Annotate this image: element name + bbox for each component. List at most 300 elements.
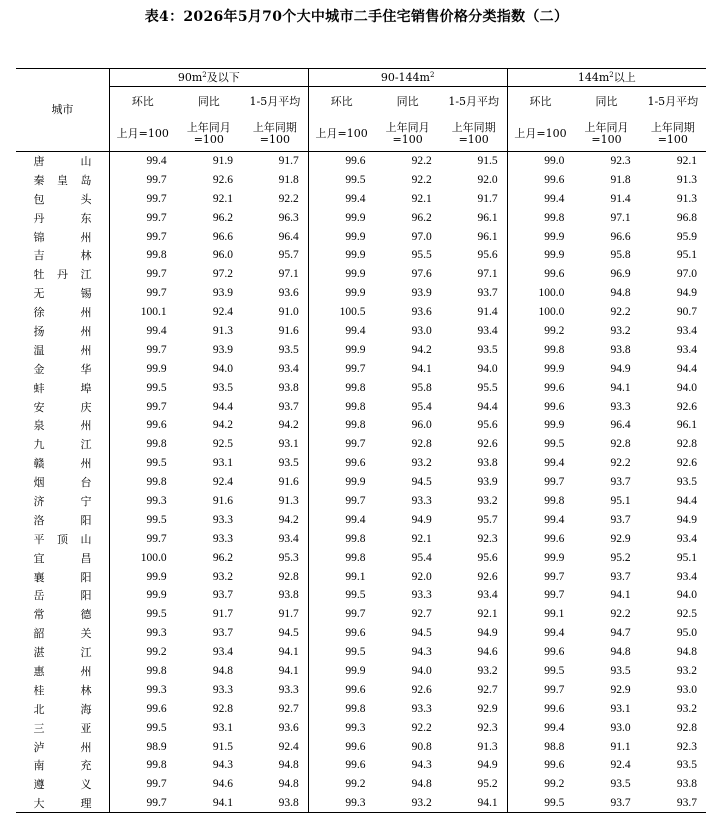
index-value-cell: 99.7 bbox=[146, 400, 167, 413]
index-value-cell: 99.6 bbox=[544, 400, 565, 413]
index-value-cell: 99.2 bbox=[345, 778, 366, 791]
index-value-cell: 93.4 bbox=[242, 529, 308, 548]
index-value-cell: 95.0 bbox=[676, 627, 697, 640]
index-value-cell: 91.7 bbox=[242, 605, 308, 624]
index-value-cell: 93.5 bbox=[212, 381, 233, 394]
city-name-cell bbox=[16, 473, 109, 492]
index-value-cell: 93.1 bbox=[212, 721, 233, 734]
base-header-yoy: 上年同月=100 bbox=[573, 117, 639, 152]
index-value-cell: 93.8 bbox=[242, 794, 308, 813]
index-value-cell: 94.6 bbox=[441, 643, 507, 662]
index-value-cell: 94.0 bbox=[441, 359, 507, 378]
index-value-cell: 96.8 bbox=[676, 211, 697, 224]
index-value-cell: 92.2 bbox=[610, 457, 631, 470]
city-name-cell bbox=[16, 624, 109, 643]
index-value-cell: 94.5 bbox=[411, 627, 432, 640]
index-value-cell: 99.9 bbox=[345, 287, 366, 300]
base-header-avg: 上年同期=100 bbox=[242, 117, 308, 152]
index-value-cell: 99.8 bbox=[345, 702, 366, 715]
table-row bbox=[16, 680, 706, 699]
index-value-cell: 93.3 bbox=[212, 532, 233, 545]
index-value-cell: 91.4 bbox=[610, 192, 631, 205]
index-value-cell: 99.9 bbox=[544, 230, 565, 243]
index-value-cell: 95.4 bbox=[411, 400, 432, 413]
city-name: 扬 州 bbox=[33, 324, 92, 338]
index-value-cell: 94.7 bbox=[610, 627, 631, 640]
base-header-yoy: 上年同月=100 bbox=[375, 117, 441, 152]
base-header-mom: 上月=100 bbox=[507, 117, 573, 152]
table-row bbox=[16, 510, 706, 529]
city-name: 牡 丹 江 bbox=[33, 268, 92, 282]
index-value-cell: 99.7 bbox=[544, 589, 565, 602]
table-row bbox=[16, 152, 706, 171]
index-value-cell: 99.1 bbox=[345, 570, 366, 583]
index-value-cell: 93.4 bbox=[242, 359, 308, 378]
index-value-cell: 96.6 bbox=[610, 230, 631, 243]
index-value-cell: 92.2 bbox=[242, 189, 308, 208]
index-value-cell: 99.7 bbox=[146, 173, 167, 186]
index-value-cell: 93.4 bbox=[441, 586, 507, 605]
index-value-cell: 92.9 bbox=[610, 532, 631, 545]
index-value-cell: 95.5 bbox=[411, 249, 432, 262]
index-value-cell: 92.4 bbox=[242, 737, 308, 756]
city-name: 洛 阳 bbox=[33, 513, 92, 527]
index-value-cell: 99.7 bbox=[345, 438, 366, 451]
index-value-cell: 93.4 bbox=[676, 532, 697, 545]
city-name-cell bbox=[16, 378, 109, 397]
table-row bbox=[16, 265, 706, 284]
index-value-cell: 93.5 bbox=[676, 759, 697, 772]
city-name-cell bbox=[16, 170, 109, 189]
index-value-cell: 99.5 bbox=[345, 646, 366, 659]
city-name: 丹 东 bbox=[33, 211, 92, 225]
index-value-cell: 94.8 bbox=[242, 756, 308, 775]
index-value-cell: 99.9 bbox=[544, 249, 565, 262]
index-value-cell: 99.4 bbox=[544, 457, 565, 470]
index-value-cell: 99.4 bbox=[345, 324, 366, 337]
index-value-cell: 91.5 bbox=[441, 152, 507, 171]
index-value-cell: 99.7 bbox=[146, 343, 167, 356]
index-value-cell: 93.9 bbox=[212, 287, 233, 300]
index-value-cell: 99.7 bbox=[146, 268, 167, 281]
table-row bbox=[16, 662, 706, 681]
table-row bbox=[16, 718, 706, 737]
city-name: 赣 州 bbox=[33, 457, 92, 471]
index-value-cell: 99.6 bbox=[345, 740, 366, 753]
index-value-cell: 94.3 bbox=[411, 759, 432, 772]
index-value-cell: 100.0 bbox=[140, 551, 167, 564]
index-value-cell: 99.7 bbox=[345, 608, 366, 621]
index-value-cell: 93.5 bbox=[610, 664, 631, 677]
index-value-cell: 99.6 bbox=[345, 759, 366, 772]
index-value-cell: 99.6 bbox=[544, 532, 565, 545]
index-value-cell: 94.4 bbox=[212, 400, 233, 413]
index-value-cell: 97.1 bbox=[242, 265, 308, 284]
index-value-cell: 96.0 bbox=[411, 419, 432, 432]
index-value-cell: 93.1 bbox=[610, 702, 631, 715]
city-name: 包 头 bbox=[33, 192, 92, 206]
index-value-cell: 94.9 bbox=[441, 624, 507, 643]
index-value-cell: 99.7 bbox=[146, 230, 167, 243]
table-row bbox=[16, 605, 706, 624]
index-value-cell: 99.9 bbox=[345, 476, 366, 489]
city-name-cell bbox=[16, 586, 109, 605]
index-value-cell: 99.8 bbox=[345, 381, 366, 394]
index-value-cell: 94.2 bbox=[242, 416, 308, 435]
index-value-cell: 93.8 bbox=[610, 343, 631, 356]
city-name: 韶 关 bbox=[33, 627, 92, 641]
index-value-cell: 92.4 bbox=[212, 476, 233, 489]
city-name-cell bbox=[16, 340, 109, 359]
index-value-cell: 93.8 bbox=[242, 586, 308, 605]
index-value-cell: 91.7 bbox=[441, 189, 507, 208]
index-value-cell: 94.3 bbox=[212, 759, 233, 772]
index-value-cell: 99.9 bbox=[345, 268, 366, 281]
index-value-cell: 92.2 bbox=[411, 155, 432, 168]
index-value-cell: 99.6 bbox=[345, 683, 366, 696]
index-value-cell: 93.7 bbox=[212, 589, 233, 602]
index-value-cell: 92.2 bbox=[411, 721, 432, 734]
index-value-cell: 99.5 bbox=[544, 664, 565, 677]
city-name-cell bbox=[16, 359, 109, 378]
index-value-cell: 93.7 bbox=[441, 284, 507, 303]
city-name: 大 理 bbox=[33, 796, 92, 810]
table-row bbox=[16, 756, 706, 775]
index-value-cell: 97.6 bbox=[411, 268, 432, 281]
city-name: 北 海 bbox=[33, 702, 92, 716]
index-value-cell: 92.8 bbox=[676, 438, 697, 451]
index-value-cell: 94.9 bbox=[411, 513, 432, 526]
index-value-cell: 96.1 bbox=[441, 227, 507, 246]
base-header-avg: 上年同期=100 bbox=[441, 117, 507, 152]
index-value-cell: 99.9 bbox=[544, 362, 565, 375]
city-name-cell bbox=[16, 246, 109, 265]
index-value-cell: 91.3 bbox=[212, 324, 233, 337]
sub-header-avg: 1-5月平均 bbox=[441, 87, 507, 118]
index-value-cell: 93.3 bbox=[610, 400, 631, 413]
index-value-cell: 92.2 bbox=[610, 306, 631, 319]
index-value-cell: 92.2 bbox=[411, 173, 432, 186]
table-row bbox=[16, 775, 706, 794]
index-value-cell: 99.7 bbox=[146, 532, 167, 545]
index-value-cell: 91.8 bbox=[242, 170, 308, 189]
index-value-cell: 95.3 bbox=[242, 548, 308, 567]
group-header-large: $144m^2$以上 bbox=[507, 69, 706, 87]
index-value-cell: 93.2 bbox=[610, 324, 631, 337]
index-value-cell: 91.3 bbox=[441, 737, 507, 756]
sub-header-yoy: 同比 bbox=[595, 95, 618, 108]
index-value-cell: 99.7 bbox=[146, 778, 167, 791]
index-value-cell: 99.2 bbox=[544, 778, 565, 791]
city-name: 三 亚 bbox=[33, 721, 92, 735]
index-value-cell: 99.6 bbox=[544, 702, 565, 715]
index-value-cell: 98.8 bbox=[544, 740, 565, 753]
table-row bbox=[16, 492, 706, 511]
city-name: 九 江 bbox=[33, 438, 92, 452]
index-value-cell: 94.2 bbox=[212, 419, 233, 432]
index-value-cell: 96.0 bbox=[212, 249, 233, 262]
index-value-cell: 99.4 bbox=[146, 155, 167, 168]
table-title: 表4：2026年5月70个大中城市二手住宅销售价格分类指数（二） bbox=[144, 9, 569, 25]
index-value-cell: 94.8 bbox=[242, 775, 308, 794]
index-value-cell: 99.9 bbox=[544, 419, 565, 432]
index-value-cell: 93.8 bbox=[242, 378, 308, 397]
index-value-cell: 99.5 bbox=[146, 457, 167, 470]
table-row bbox=[16, 322, 706, 341]
index-value-cell: 95.6 bbox=[441, 416, 507, 435]
index-value-cell: 94.9 bbox=[610, 362, 631, 375]
index-value-cell: 99.3 bbox=[308, 794, 374, 813]
index-value-cell: 99.8 bbox=[345, 419, 366, 432]
city-name: 惠 州 bbox=[33, 664, 92, 678]
index-value-cell: 96.1 bbox=[441, 208, 507, 227]
index-value-cell: 92.7 bbox=[441, 680, 507, 699]
city-name-cell bbox=[16, 492, 109, 511]
city-name-cell bbox=[16, 699, 109, 718]
index-value-cell: 99.6 bbox=[345, 627, 366, 640]
index-value-cell: 97.2 bbox=[212, 268, 233, 281]
table-row bbox=[16, 699, 706, 718]
index-value-cell: 91.6 bbox=[212, 494, 233, 507]
index-value-cell: 96.6 bbox=[212, 230, 233, 243]
base-header-mom: 上月=100 bbox=[109, 117, 175, 152]
index-value-cell: 100.5 bbox=[339, 306, 366, 319]
index-value-cell: 99.4 bbox=[345, 192, 366, 205]
index-value-cell: 94.5 bbox=[242, 624, 308, 643]
index-value-cell: 91.8 bbox=[610, 173, 631, 186]
index-value-cell: 99.6 bbox=[146, 702, 167, 715]
city-name-cell bbox=[16, 756, 109, 775]
index-value-cell: 99.6 bbox=[544, 173, 565, 186]
table-row bbox=[16, 284, 706, 303]
index-value-cell: 99.6 bbox=[345, 155, 366, 168]
index-value-cell: 99.8 bbox=[146, 664, 167, 677]
sub-header-mom: 环比 bbox=[131, 95, 154, 108]
city-name-cell bbox=[16, 567, 109, 586]
index-value-cell: 93.4 bbox=[676, 570, 697, 583]
city-name-cell bbox=[16, 189, 109, 208]
group-header-small: $90m^2$及以下 bbox=[109, 69, 308, 87]
index-value-cell: 97.0 bbox=[676, 268, 697, 281]
index-value-cell: 99.5 bbox=[345, 589, 366, 602]
index-value-cell: 94.3 bbox=[411, 646, 432, 659]
table-row bbox=[16, 548, 706, 567]
index-value-cell: 92.6 bbox=[441, 435, 507, 454]
index-value-cell: 91.3 bbox=[676, 173, 697, 186]
table-row bbox=[16, 303, 706, 322]
index-value-cell: 94.0 bbox=[676, 589, 697, 602]
index-value-cell: 93.5 bbox=[242, 454, 308, 473]
index-value-cell: 92.7 bbox=[411, 608, 432, 621]
index-value-cell: 92.8 bbox=[212, 702, 233, 715]
index-value-cell: 99.5 bbox=[507, 794, 573, 813]
index-value-cell: 93.9 bbox=[441, 473, 507, 492]
index-value-cell: 94.0 bbox=[676, 381, 697, 394]
city-name-cell bbox=[16, 662, 109, 681]
index-value-cell: 93.7 bbox=[610, 513, 631, 526]
city-name: 吉 林 bbox=[33, 249, 92, 263]
index-value-cell: 92.1 bbox=[411, 192, 432, 205]
index-value-cell: 96.4 bbox=[610, 419, 631, 432]
index-value-cell: 96.2 bbox=[212, 551, 233, 564]
table-row bbox=[16, 737, 706, 756]
index-value-cell: 94.2 bbox=[242, 510, 308, 529]
index-value-cell: 99.6 bbox=[146, 419, 167, 432]
city-name-cell bbox=[16, 322, 109, 341]
index-value-cell: 99.8 bbox=[345, 551, 366, 564]
index-value-cell: 95.4 bbox=[411, 551, 432, 564]
index-value-cell: 93.8 bbox=[676, 778, 697, 791]
index-value-cell: 93.3 bbox=[411, 702, 432, 715]
index-value-cell: 94.2 bbox=[411, 343, 432, 356]
city-name-cell bbox=[16, 284, 109, 303]
index-value-cell: 99.5 bbox=[345, 173, 366, 186]
index-value-cell: 91.3 bbox=[242, 492, 308, 511]
city-name: 桂 林 bbox=[33, 683, 92, 697]
city-name: 遵 义 bbox=[33, 778, 92, 792]
table-row bbox=[16, 794, 706, 813]
city-name-cell bbox=[16, 737, 109, 756]
index-value-cell: 97.1 bbox=[441, 265, 507, 284]
city-name: 岳 阳 bbox=[33, 589, 92, 603]
index-value-cell: 99.6 bbox=[544, 268, 565, 281]
city-name: 常 德 bbox=[33, 608, 92, 622]
index-value-cell: 99.9 bbox=[345, 343, 366, 356]
index-value-cell: 92.6 bbox=[441, 567, 507, 586]
index-value-cell: 92.8 bbox=[411, 438, 432, 451]
index-value-cell: 99.3 bbox=[345, 721, 366, 734]
index-value-cell: 96.9 bbox=[610, 268, 631, 281]
table-row bbox=[16, 435, 706, 454]
table-row bbox=[16, 624, 706, 643]
index-value-cell: 94.8 bbox=[411, 778, 432, 791]
index-value-cell: 93.7 bbox=[242, 397, 308, 416]
index-value-cell: 93.4 bbox=[441, 322, 507, 341]
index-value-cell: 94.8 bbox=[212, 664, 233, 677]
index-value-cell: 99.9 bbox=[146, 362, 167, 375]
index-value-cell: 93.4 bbox=[676, 324, 697, 337]
index-value-cell: 93.6 bbox=[242, 284, 308, 303]
sub-header-mom: 环比 bbox=[529, 95, 552, 108]
index-value-cell: 95.2 bbox=[441, 775, 507, 794]
index-value-cell: 91.5 bbox=[212, 740, 233, 753]
index-value-cell: 95.8 bbox=[610, 249, 631, 262]
index-value-cell: 95.6 bbox=[441, 246, 507, 265]
index-value-cell: 95.8 bbox=[411, 381, 432, 394]
index-value-cell: 92.3 bbox=[610, 155, 631, 168]
index-value-cell: 94.8 bbox=[610, 646, 631, 659]
index-value-cell: 96.2 bbox=[212, 211, 233, 224]
index-value-cell: 96.1 bbox=[676, 419, 697, 432]
index-value-cell: 91.6 bbox=[242, 473, 308, 492]
index-value-cell: 93.7 bbox=[573, 794, 639, 813]
index-value-cell: 94.1 bbox=[411, 362, 432, 375]
index-value-cell: 93.2 bbox=[441, 662, 507, 681]
index-value-cell: 99.4 bbox=[345, 513, 366, 526]
index-value-cell: 94.1 bbox=[176, 794, 242, 813]
city-name: 安 庆 bbox=[33, 400, 92, 414]
index-value-cell: 93.2 bbox=[375, 794, 441, 813]
index-value-cell: 93.8 bbox=[441, 454, 507, 473]
index-value-cell: 94.1 bbox=[242, 662, 308, 681]
index-value-cell: 99.4 bbox=[544, 513, 565, 526]
city-name: 蚌 埠 bbox=[33, 381, 92, 395]
city-name-cell bbox=[16, 794, 109, 813]
index-value-cell: 99.6 bbox=[544, 759, 565, 772]
index-value-cell: 92.9 bbox=[441, 699, 507, 718]
city-name: 金 华 bbox=[33, 362, 92, 376]
index-value-cell: 91.3 bbox=[676, 192, 697, 205]
city-name-cell bbox=[16, 454, 109, 473]
index-value-cell: 94.1 bbox=[441, 794, 507, 813]
index-value-cell: 92.8 bbox=[242, 567, 308, 586]
index-value-cell: 99.4 bbox=[544, 192, 565, 205]
index-value-cell: 99.3 bbox=[146, 683, 167, 696]
index-value-cell: 91.7 bbox=[212, 608, 233, 621]
city-name-cell bbox=[16, 208, 109, 227]
index-value-cell: 93.3 bbox=[411, 494, 432, 507]
index-value-cell: 99.0 bbox=[544, 155, 565, 168]
index-value-cell: 95.7 bbox=[441, 510, 507, 529]
index-value-cell: 99.5 bbox=[146, 608, 167, 621]
base-header-avg: 上年同期=100 bbox=[640, 117, 706, 152]
index-value-cell: 95.1 bbox=[610, 494, 631, 507]
index-value-cell: 93.2 bbox=[441, 492, 507, 511]
city-name: 唐 山 bbox=[33, 155, 92, 169]
index-value-cell: 99.7 bbox=[345, 362, 366, 375]
index-value-cell: 93.2 bbox=[212, 570, 233, 583]
index-value-cell: 92.0 bbox=[441, 170, 507, 189]
index-value-cell: 99.8 bbox=[146, 438, 167, 451]
base-header-mom: 上月=100 bbox=[308, 117, 374, 152]
index-value-cell: 93.6 bbox=[411, 306, 432, 319]
table-row bbox=[16, 416, 706, 435]
index-value-cell: 99.6 bbox=[544, 381, 565, 394]
index-value-cell: 96.2 bbox=[411, 211, 432, 224]
index-value-cell: 93.4 bbox=[212, 646, 233, 659]
index-value-cell: 94.0 bbox=[411, 664, 432, 677]
index-value-cell: 94.0 bbox=[212, 362, 233, 375]
city-name-cell bbox=[16, 548, 109, 567]
index-value-cell: 92.3 bbox=[441, 529, 507, 548]
index-value-cell: 99.7 bbox=[544, 476, 565, 489]
index-value-cell: 93.4 bbox=[676, 343, 697, 356]
index-value-cell: 93.6 bbox=[242, 718, 308, 737]
table-row bbox=[16, 378, 706, 397]
city-name-cell bbox=[16, 605, 109, 624]
index-value-cell: 94.9 bbox=[441, 756, 507, 775]
price-index-table bbox=[16, 68, 706, 813]
city-name-cell bbox=[16, 416, 109, 435]
index-value-cell: 99.2 bbox=[544, 324, 565, 337]
index-value-cell: 99.1 bbox=[544, 608, 565, 621]
index-value-cell: 92.5 bbox=[676, 608, 697, 621]
index-value-cell: 92.3 bbox=[441, 718, 507, 737]
index-value-cell: 99.8 bbox=[345, 400, 366, 413]
index-value-cell: 91.0 bbox=[242, 303, 308, 322]
index-value-cell: 93.1 bbox=[242, 435, 308, 454]
city-name-cell bbox=[16, 680, 109, 699]
table-row bbox=[16, 643, 706, 662]
index-value-cell: 93.2 bbox=[676, 702, 697, 715]
index-value-cell: 93.3 bbox=[212, 683, 233, 696]
index-value-cell: 93.7 bbox=[610, 476, 631, 489]
index-value-cell: 94.8 bbox=[610, 287, 631, 300]
index-value-cell: 99.8 bbox=[345, 532, 366, 545]
index-value-cell: 94.6 bbox=[212, 778, 233, 791]
index-value-cell: 100.0 bbox=[538, 287, 565, 300]
city-name: 襄 阳 bbox=[33, 570, 92, 584]
